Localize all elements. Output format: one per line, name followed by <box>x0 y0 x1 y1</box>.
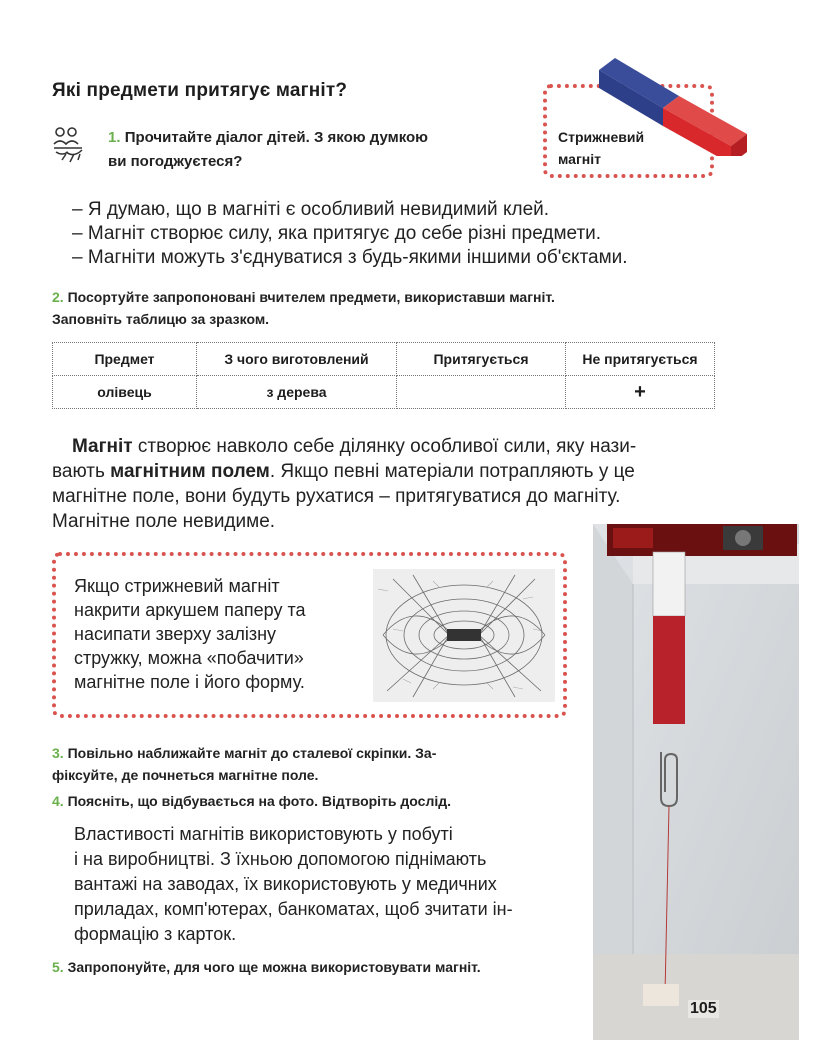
task-1-line2: ви погоджуєтеся? <box>108 153 243 170</box>
task-4 <box>52 790 451 812</box>
dialog-line: – Магніти можуть з'єднуватися з будь-якими іншими об'єктами. <box>72 247 628 268</box>
task-1-number: 1. <box>108 129 121 146</box>
task-2-line2: Заповніть таблицю за зразком. <box>52 311 270 327</box>
task-4-text: Поясніть, що відбувається на фото. Відтворіть дослід. <box>67 793 452 809</box>
dialog-line: – Я думаю, що в магніті є особливий невидимий клей. <box>72 199 550 220</box>
paragraph-text: магнітне поле, вони будуть рухатися – притягуватися до магніту. <box>52 486 621 507</box>
infobox-line: Якщо стрижневий магніт <box>74 576 280 596</box>
infobox-line: стружку, можна «побачити» <box>74 648 304 668</box>
magnet-label-line2: магніт <box>558 151 601 167</box>
paragraph-text: Магнітне поле невидиме. <box>52 511 276 532</box>
paragraph-text: . Якщо певні матеріали потрапляють у це <box>269 461 635 482</box>
table-header: Притягується <box>397 343 566 376</box>
infobox-line: магнітне поле і його форму. <box>74 672 305 692</box>
magnet-uses-paragraph <box>74 822 568 947</box>
task-3-line2: фіксуйте, де почнеться магнітне поле. <box>52 767 319 783</box>
task-1 <box>108 126 428 174</box>
paragraph-text: вають <box>52 461 111 482</box>
term-magnetic-field: магнітним полем <box>110 461 270 482</box>
paragraph-text: формацію з карток. <box>74 924 237 944</box>
paragraph-text: Властивості магнітів використовують у побуті <box>74 824 453 844</box>
page-title: Які предмети притягує магніт? <box>52 80 348 101</box>
table-header: Предмет <box>53 343 197 376</box>
paragraph-text: і на виробництві. З їхньою допомогою піднімають <box>74 849 487 869</box>
table-cell: + <box>566 376 715 409</box>
bar-magnet-illustration <box>595 52 755 156</box>
table-row <box>53 376 715 409</box>
iron-filings-photo <box>373 569 555 702</box>
paragraph-text: створює навколо себе ділянку особливої сили, яку нази- <box>132 436 637 457</box>
table-cell <box>397 376 566 409</box>
task-5 <box>52 956 481 978</box>
task-3 <box>52 742 566 786</box>
paragraph-text: приладах, комп'ютерах, банкоматах, щоб зчитати ін- <box>74 899 513 919</box>
table-cell: олівець <box>53 376 197 409</box>
task-3-line1: Повільно наближайте магніт до сталевої скріпки. За- <box>67 745 437 761</box>
task-1-line1: Прочитайте діалог дітей. З якою думкою <box>124 129 428 146</box>
dialog <box>72 198 628 270</box>
table-cell: з дерева <box>197 376 397 409</box>
table-header: Не притягується <box>566 343 715 376</box>
task-2 <box>52 286 555 330</box>
term-magnet: Магніт <box>72 436 133 457</box>
task-4-number: 4. <box>52 793 64 809</box>
task-5-number: 5. <box>52 959 64 975</box>
infobox-text <box>74 574 350 694</box>
table-header: З чого виготовлений <box>197 343 397 376</box>
task-5-text: Запропонуйте, для чого ще можна використовувати магніт. <box>67 959 481 975</box>
magnet-label-line1: Стрижневий <box>558 129 645 145</box>
dialog-line: – Магніт створює силу, яка притягує до себе різні предмети. <box>72 223 602 244</box>
infobox-line: накрити аркушем паперу та <box>74 600 306 620</box>
task-3-number: 3. <box>52 745 64 761</box>
magnet-paperclip-photo <box>593 524 799 1040</box>
paragraph-text: вантажі на заводах, їх використовують у медичних <box>74 874 497 894</box>
sorting-table <box>52 342 715 409</box>
task-2-number: 2. <box>52 289 64 305</box>
table-header-row <box>53 343 715 376</box>
task-2-line1: Посортуйте запропоновані вчителем предмети, використавши магніт. <box>67 289 555 305</box>
group-discussion-icon <box>52 126 104 170</box>
page-number: 105 <box>690 1000 717 1017</box>
magnetic-field-paragraph <box>52 434 720 534</box>
infobox-line: насипати зверху залізну <box>74 624 277 644</box>
